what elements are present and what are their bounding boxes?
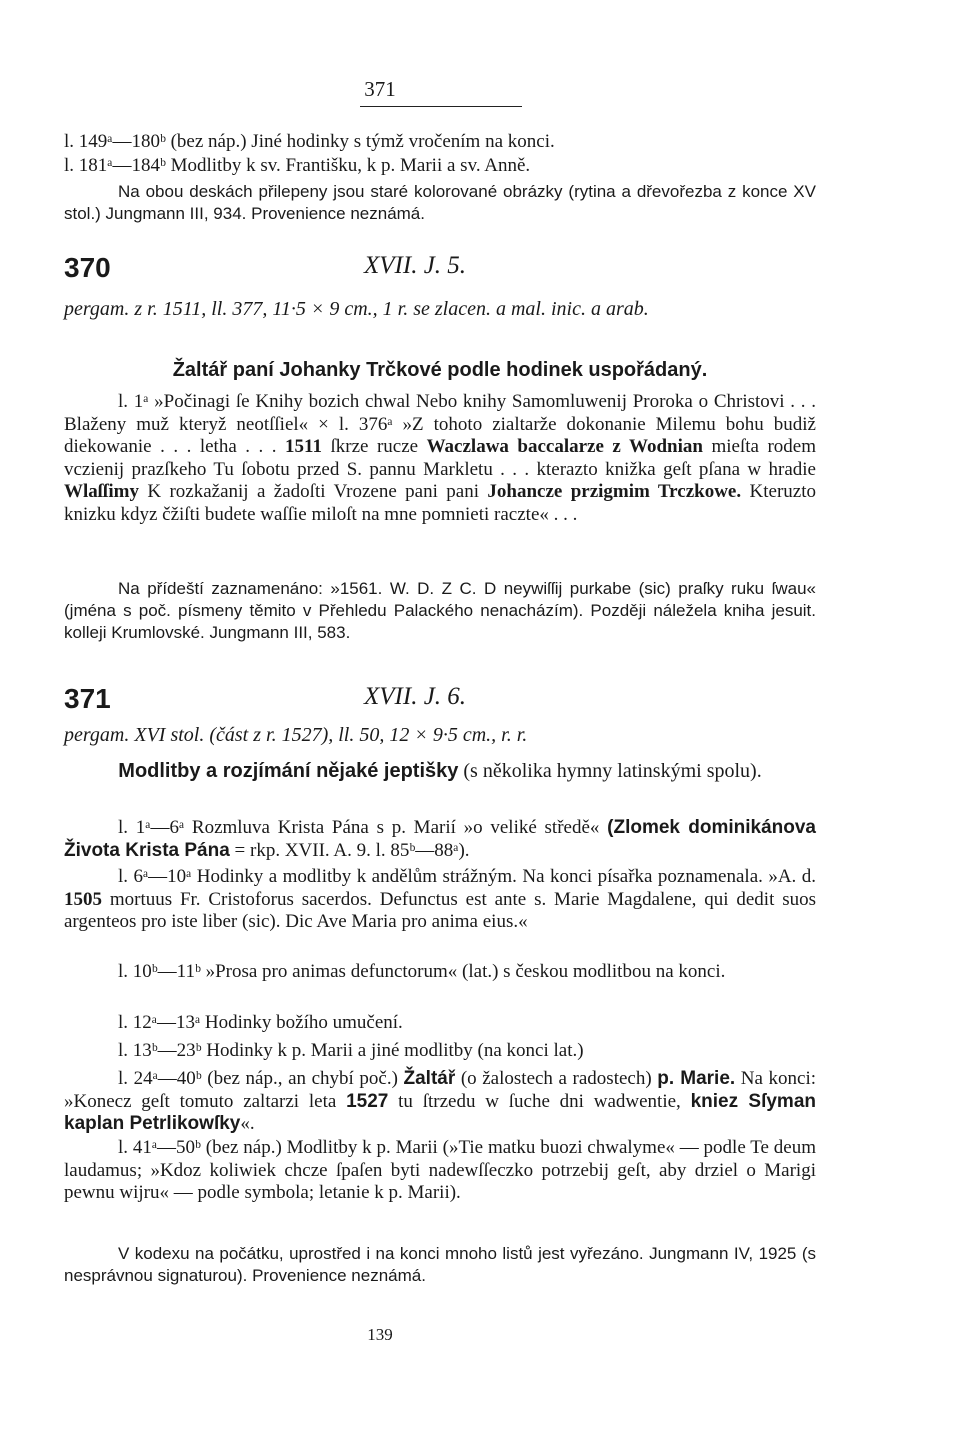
entry-370-text bbox=[64, 391, 816, 526]
entry-370-header bbox=[64, 252, 816, 286]
entry-370-castle: Wlaſſimy bbox=[64, 481, 139, 502]
entry-371-title-rest: (s několika hymny latinskými spolu). bbox=[458, 760, 762, 782]
p1-end: = rkp. XVII. A. 9. l. 85ᵇ—88ᵃ). bbox=[229, 839, 470, 861]
line-149: l. 149ᵃ—180ᵇ (bez náp.) Jiné hodinky s týmž vročením na konci. bbox=[64, 131, 555, 152]
entry-371-p7: l. 41ᵃ—50ᵇ (bez náp.) Modlitby k p. Marii (»Tie matku buozi chwalyme« — podle Te deum laudamus; »Kdoz koliwiek chcze ſpaſen byti nadewſſeczko potrzebij geſt, aby drziel o Marigi pewnu wijru« — podle symbola; letanie k p. Marii). bbox=[64, 1137, 816, 1203]
entry-371-p6 bbox=[64, 1068, 816, 1136]
entry-371-signature: XVII. J. 6. bbox=[364, 683, 467, 710]
footer-number: 139 bbox=[367, 1325, 393, 1344]
line-181: l. 181ᵃ—184ᵇ Modlitby k sv. Františku, k p. Marii a sv. Anně. bbox=[64, 155, 531, 176]
p1-bold: (Zlomek dominikánova Života Krista Pána bbox=[64, 817, 817, 861]
entry-370-year: 1511 bbox=[285, 436, 322, 457]
entry-371-p5: l. 13ᵇ—23ᵇ Hodinky k p. Marii a jiné modlitby (na konci lat.) bbox=[118, 1040, 584, 1061]
p6-zaltar: Žaltář bbox=[403, 1068, 456, 1089]
p2-year: 1505 bbox=[64, 888, 102, 910]
entry-371-header bbox=[64, 683, 816, 717]
entry-370-text-e: Kteruzto knizku kdyz čžiſti budete waſſie miloſt na mne pomnieti raczte« . . . bbox=[64, 481, 816, 525]
entry-370-text-a: l. 1ᵃ »Počinagi ſe Knihy bozich chwal Nebo knihy Samomluwenij Proroka o Christovi . . . Blaženy muž kteryž neotſſiel« × l. 376ᵃ »Z tohoto zialtarže dokonanie Milemu bohu budiž diekowanie . . . letha . . . bbox=[64, 391, 816, 457]
p6-marie: p. Marie. bbox=[657, 1068, 736, 1089]
p2-text-b: mortuus Fr. Cristoforus sacerdos. Defunctus est ante s. Marie Magdalene, qui dedit suos argenteos pro iste liber (sic). Dic Ave Maria pro anima eius.« bbox=[64, 888, 816, 932]
entry-370-number: 370 bbox=[64, 252, 111, 283]
entry-371-number: 371 bbox=[64, 683, 111, 714]
note-deskach: Na obou deskách přilepeny jsou staré kolorované obrázky (rytina a dřevořezba z konce XV stol.) Jungmann III, 934. Provenience neznámá. bbox=[64, 182, 816, 223]
entry-370-title bbox=[64, 358, 816, 382]
p1-text: l. 1ᵃ—6ᵃ Rozmluva Krista Pána s p. Marií »o veliké středě« bbox=[118, 817, 608, 838]
entry-370-text-d: K rozkažanij a žadoſti Vrozene pani pani bbox=[138, 481, 488, 502]
entry-371-title bbox=[64, 759, 816, 783]
entry-370-meta: pergam. z r. 1511, ll. 377, 11·5 × 9 cm., 1 r. se zlacen. a mal. inic. a arab. bbox=[64, 298, 649, 320]
p6-text-b: (o žalostech a radostech) bbox=[455, 1068, 658, 1089]
p6-text-e: «. bbox=[240, 1113, 255, 1134]
p6-text-c: Na konci: »Konecz geſt tomuto zaltarzi leta bbox=[64, 1068, 817, 1112]
entry-370-signature: XVII. J. 5. bbox=[364, 252, 467, 279]
entry-370-owner: Johancze przigmim Trczkowe. bbox=[487, 481, 742, 502]
entry-371-p1 bbox=[64, 817, 816, 862]
entry-370-note: Na přídeští zaznamenáno: »1561. W. D. Z C. D neywiſſij purkabe (sic) praſky ruku ſwau« (jména s poč. písmeny těmito v Přehledu Palackého nenacházím). Později náležela kniha jesuit. kolleji Krumlovské. Jungmann III, 583. bbox=[64, 579, 816, 642]
header-rule bbox=[360, 106, 522, 107]
entry-371-meta: pergam. XVI stol. (část z r. 1527), ll. 50, 12 × 9·5 cm., r. r. bbox=[64, 724, 528, 746]
entry-370-text-c: mieſta rodem vczienij prazſkeho Tu ſobotu przed S. pannu Markletu . . . kterazto knižka geſt pſana w hradie bbox=[64, 436, 816, 480]
page-number: 371 bbox=[364, 77, 396, 101]
entry-371-p2 bbox=[64, 866, 816, 934]
entry-370-title-text: Žaltář paní Johanky Trčkové podle hodinek uspořádaný. bbox=[172, 359, 708, 381]
entry-370-scribe: Waczlawa baccalarze z Wodnian bbox=[426, 436, 703, 457]
p6-text-d: tu ſtrzedu w ſuche dni wadwentie, bbox=[388, 1090, 691, 1112]
p6-text-a: l. 24ᵃ—40ᵇ (bez náp., an chybí poč.) bbox=[118, 1068, 404, 1089]
entry-371-title-bold: Modlitby a rozjímání nějaké jeptišky bbox=[118, 760, 459, 782]
entry-371-note: V kodexu na počátku, uprostřed i na konci mnoho listů jest vyřezáno. Jungmann IV, 1925 (s nesprávnou signaturou). Provenience neznámá. bbox=[64, 1244, 816, 1285]
p2-text-a: l. 6ᵃ—10ᵃ Hodinky a modlitby k andělům strážným. Na konci písařka poznamenala. »A. d. bbox=[118, 866, 816, 887]
entry-370-text-b: ſkrze rucze bbox=[321, 436, 427, 457]
entry-371-p3: l. 10ᵇ—11ᵇ »Prosa pro animas defunctorum« (lat.) s českou modlitbou na konci. bbox=[118, 961, 726, 982]
p6-year: 1527 bbox=[346, 1090, 389, 1112]
entry-371-p4: l. 12ᵃ—13ᵃ Hodinky božího umučení. bbox=[118, 1012, 403, 1033]
p6-kniez: kniez Sſyman kaplan Petrlikowſky bbox=[64, 1090, 816, 1134]
